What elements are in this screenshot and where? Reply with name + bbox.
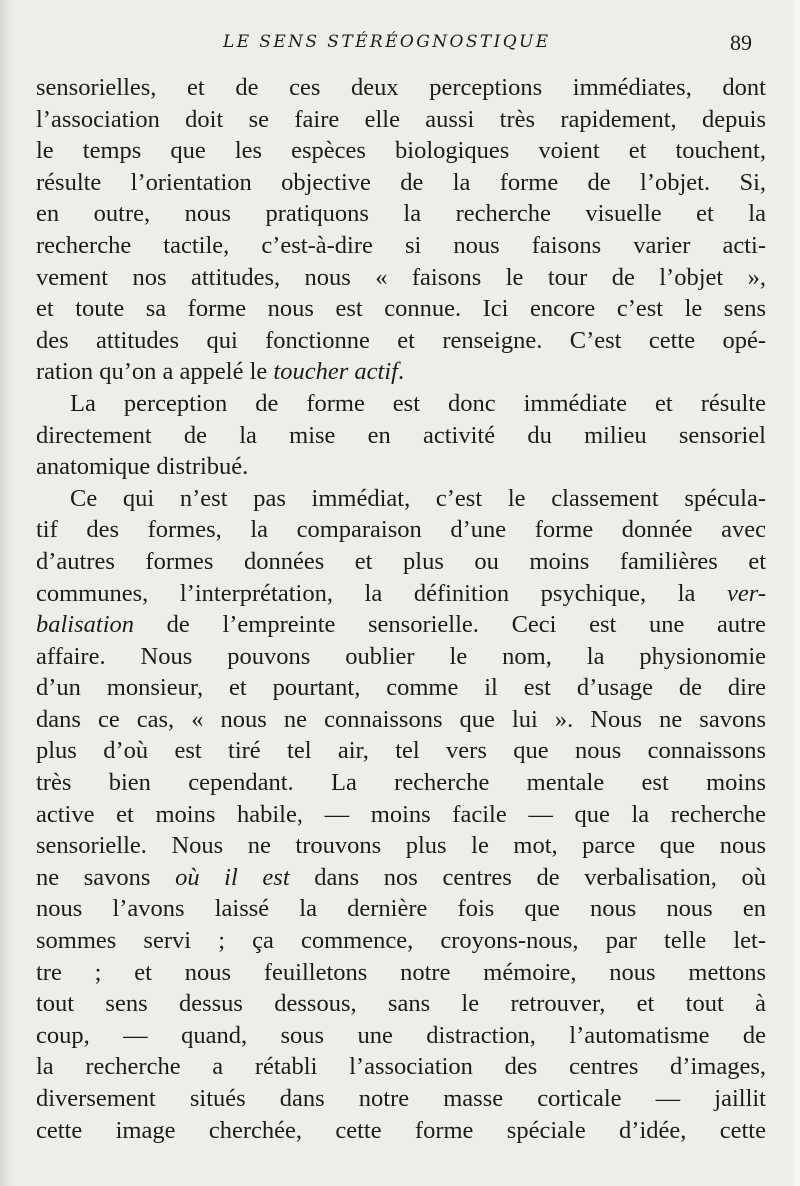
text-line: d’un monsieur, et pourtant, comme il est d’usage de dire	[36, 674, 766, 702]
text-line: dans ce cas, « nous ne connaissons que lui ». Nous ne savons	[36, 705, 766, 733]
text-line: recherche tactile, c’est-à-dire si nous faisons varier acti-	[36, 231, 766, 259]
text-line: sommes servi ; ça commence, croyons-nous, par telle let-	[36, 927, 766, 955]
page-number: 89	[730, 30, 752, 55]
text-line: coup, — quand, sous une distraction, l’automatisme de	[36, 1021, 766, 1049]
text-line: balisation de l’empreinte sensorielle. Ceci est une autre	[36, 611, 766, 639]
text-line: Ce qui n’est pas immédiat, c’est le classement spécula-	[70, 484, 766, 512]
text-line: d’autres formes données et plus ou moins familières et	[36, 547, 766, 575]
text-line: nous l’avons laissé la dernière fois que nous nous en	[36, 895, 766, 923]
body-text	[36, 72, 766, 1146]
text-line: sensorielles, et de ces deux perceptions immédiates, dont	[36, 74, 766, 101]
text-line: tif des formes, la comparaison d’une forme donnée avec	[36, 516, 766, 544]
text-line: très bien cependant. La recherche mentale est moins	[36, 769, 766, 797]
text-line: ration qu’on a appelé le toucher actif.	[36, 358, 405, 386]
text-line: vement nos attitudes, nous « faisons le tour de l’objet »,	[36, 263, 766, 291]
text-line: diversement situés dans notre masse corticale — jaillit	[36, 1085, 766, 1112]
text-line: ne savons où il est dans nos centres de verbalisation, où	[36, 863, 766, 891]
text-line: des attitudes qui fonctionne et renseigne. C’est cette opé-	[36, 326, 766, 354]
text-line: cette image cherchée, cette forme spéciale d’idée, cette	[36, 1116, 766, 1144]
text-line: tout sens dessus dessous, sans le retrouver, et tout à	[36, 990, 766, 1018]
running-head-title: LE SENS STÉRÉOGNOSTIQUE	[223, 32, 551, 52]
text-line: communes, l’interprétation, la définition psychique, la ver-	[36, 579, 766, 607]
text-line: sensorielle. Nous ne trouvons plus le mot, parce que nous	[36, 832, 766, 860]
text-line: anatomique distribué.	[36, 453, 249, 481]
text-line: active et moins habile, — moins facile — que la recherche	[36, 800, 766, 828]
page-edge	[794, 0, 800, 1186]
text-line: en outre, nous pratiquons la recherche visuelle et la	[36, 200, 766, 228]
text-line: résulte l’orientation objective de la forme de l’objet. Si,	[36, 168, 766, 196]
text-line: la recherche a rétabli l’association des centres d’images,	[36, 1053, 766, 1081]
text-line: et toute sa forme nous est connue. Ici encore c’est le sens	[36, 295, 766, 323]
text-line: plus d’où est tiré tel air, tel vers que nous connaissons	[36, 737, 766, 765]
text-line: affaire. Nous pouvons oublier le nom, la physionomie	[36, 642, 766, 670]
text-line: directement de la mise en activité du milieu sensoriel	[36, 421, 766, 449]
running-head	[0, 30, 800, 60]
text-line: le temps que les espèces biologiques voient et touchent,	[36, 137, 766, 165]
text-line: l’association doit se faire elle aussi très rapidement, depuis	[36, 105, 766, 133]
page-gutter-shadow	[0, 0, 14, 1186]
text-line: La perception de forme est donc immédiate et résulte	[70, 389, 766, 417]
text-line: tre ; et nous feuilletons notre mémoire, nous mettons	[36, 958, 766, 986]
